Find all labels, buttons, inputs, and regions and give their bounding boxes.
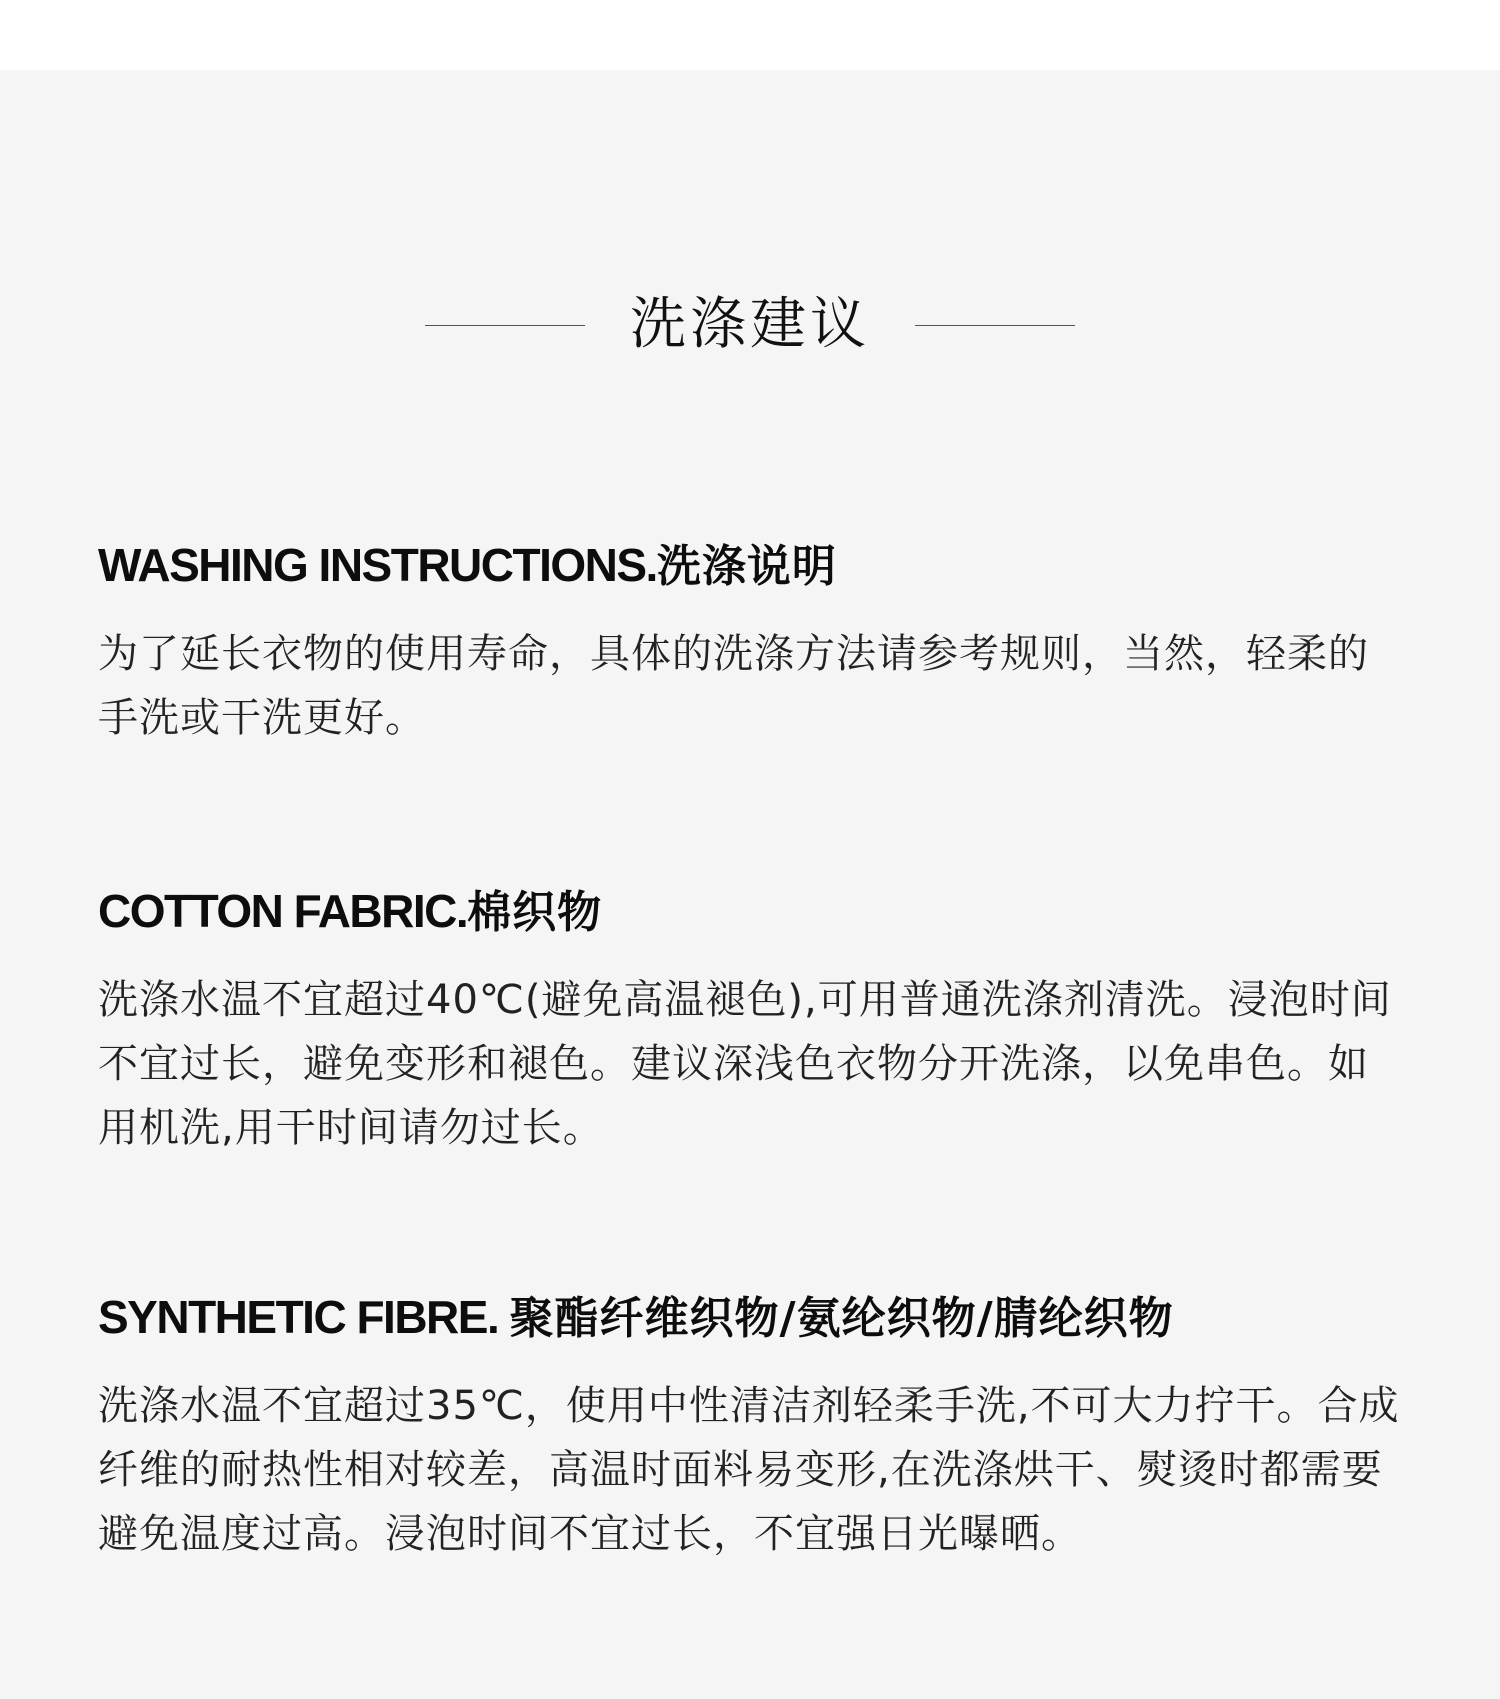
section-title-cn: 棉织物 — [467, 887, 603, 938]
section-title-en: WASHING INSTRUCTIONS. — [98, 539, 657, 591]
section-cotton-fabric — [98, 884, 1398, 1160]
section-washing-instructions — [98, 538, 1398, 750]
section-title-cn: 洗涤说明 — [656, 541, 837, 592]
section-title-en: SYNTHETIC FIBRE. — [98, 1291, 499, 1343]
page-title: 洗涤建议 — [630, 292, 870, 357]
section-body: 为了延长衣物的使用寿命，具体的洗涤方法请参考规则，当然，轻柔的手洗或干洗更好。 — [98, 630, 1369, 741]
section-title-cn: 聚酯纤维织物/氨纶织物/腈纶织物 — [509, 1293, 1174, 1344]
top-strip — [0, 0, 1500, 70]
heading-right-rule — [915, 325, 1075, 326]
section-title-en: COTTON FABRIC. — [98, 885, 468, 937]
section-title — [98, 538, 1398, 594]
page-heading — [0, 285, 1500, 365]
section-title — [98, 884, 1398, 940]
section-synthetic-fibre — [98, 1290, 1398, 1566]
section-body: 洗涤水温不宜超过40℃(避免高温褪色),可用普通洗涤剂清洗。浸泡时间不宜过长，避免变形和褪色。建议深浅色衣物分开洗涤，以免串色。如用机洗,用干时间请勿过长。 — [98, 976, 1392, 1151]
section-body: 洗涤水温不宜超过35℃，使用中性清洁剂轻柔手洗,不可大力拧干。合成纤维的耐热性相对较差，高温时面料易变形,在洗涤烘干、熨烫时都需要避免温度过高。浸泡时间不宜过长，不宜强日光曝晒。 — [98, 1382, 1400, 1557]
heading-left-rule — [425, 325, 585, 326]
section-title — [98, 1290, 1398, 1346]
